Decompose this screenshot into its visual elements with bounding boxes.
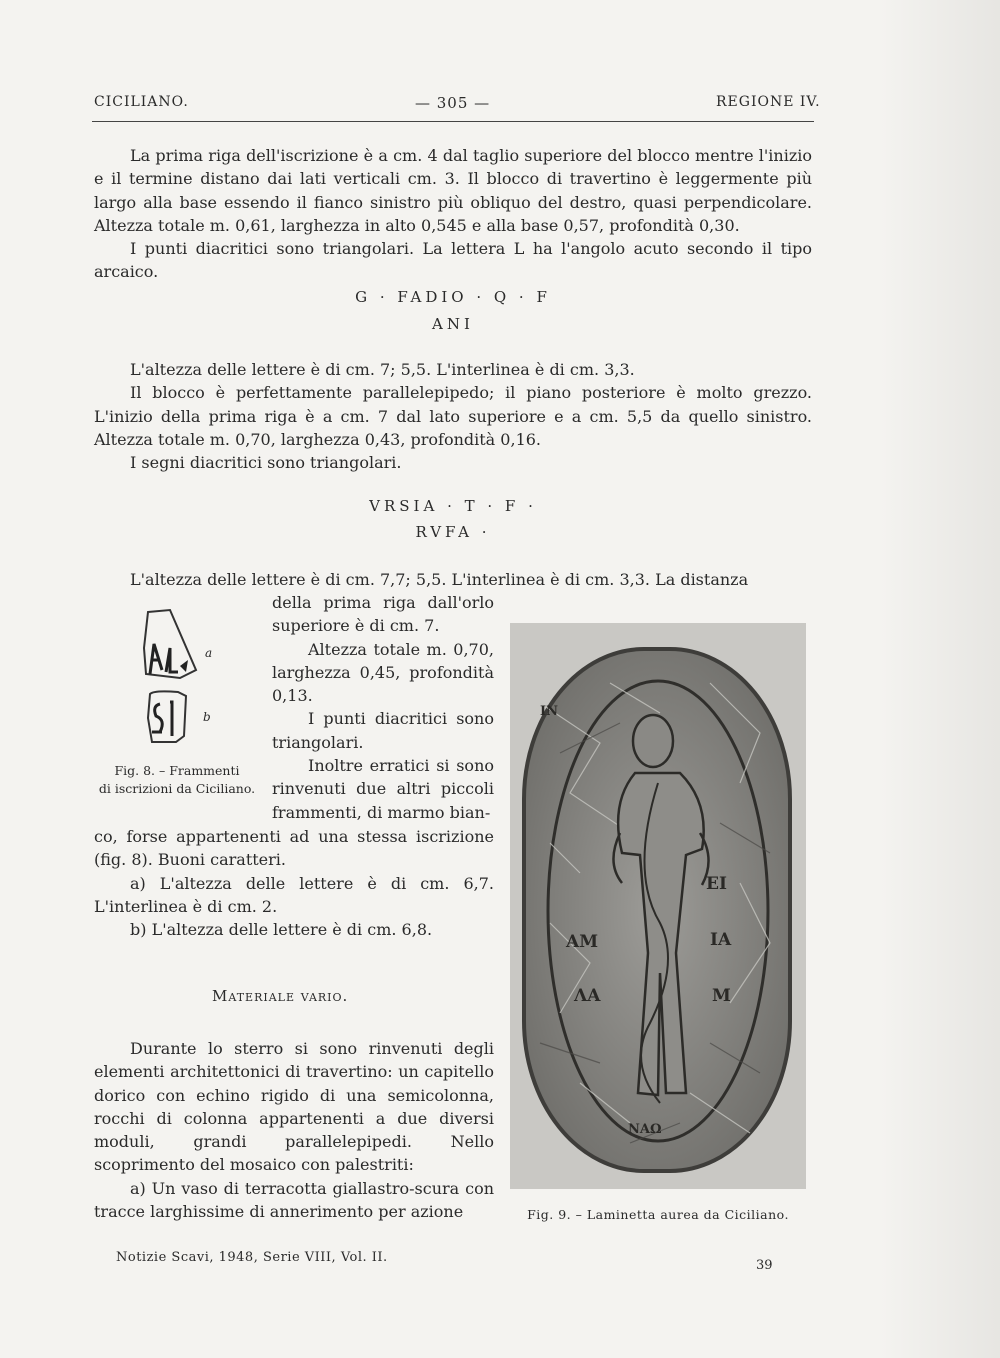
column-text-4: Inoltre erratici si sono rinvenuti due altri piccoli frammenti, di marmo bian- [272,756,494,822]
section-title: Materiale vario. [212,987,349,1005]
fragment-b-label: b [203,710,211,724]
fragment-description [94,825,494,941]
signature-page-number: 39 [756,1258,773,1273]
fragment-a-measure: a) L'altezza delle lettere è di cm. 6,7. L'interlinea è di cm. 2. [94,873,494,916]
page-number-top: — 305 — [415,94,491,112]
section-paragraph-2: a) Un vaso di terracotta giallastro-scura con tracce larghissime di annerimento per azione [94,1178,494,1222]
fragment-b-drawing [144,688,190,746]
paragraph-2-text-b: Il blocco è perfettamente parallelepipedo; il piano posteriore è molto grezzo. L'inizio della prima riga è a cm. 7 dal lato superiore e a cm. 5,5 da quello sinistro. Altezza totale m. 0,70, larghezza 0,43, profondità 0,16. [94,383,812,449]
paragraph-2-text-c: I segni diacritici sono triangolari. [130,453,402,473]
inscription-2-line-1: VRSIA · T · F · [369,497,537,515]
inscription-2-line-2: RVFA · [415,523,491,541]
column-text-1: della prima riga dall'orlo superiore è di cm. 7. [272,593,494,636]
column-text-2: Altezza totale m. 0,70, larghezza 0,45, profondità 0,13. [272,639,494,706]
svg-text:Μ: Μ [712,986,731,1006]
svg-text:ΙΝ: ΙΝ [540,704,558,719]
paragraph-1 [94,144,812,284]
svg-text:ΑΜ: ΑΜ [566,932,599,952]
fragment-b-measure: b) L'altezza delle lettere è di cm. 6,8. [130,920,433,940]
running-head-left: CICILIANO. [94,94,189,110]
svg-text:ΛΑ: ΛΑ [574,986,601,1006]
section-body [94,1037,494,1223]
page-edge-shadow [880,0,1000,1358]
fragment-a-label: a [205,646,213,660]
figure-8-caption [84,762,270,798]
header-rule [92,121,814,122]
figure-8-caption-line-2: di iscrizioni da Ciciliano. [98,781,256,796]
narrow-text-column [272,591,494,824]
figure-8-caption-line-1: Fig. 8. – Frammenti [114,763,240,778]
paragraph-3-first-line: L'altezza delle lettere è di cm. 7,7; 5,5. L'interlinea è di cm. 3,3. La distanza [130,570,749,589]
fragment-description-text: co, forse appartenenti ad una stessa iscrizione (fig. 8). Buoni caratteri. [94,827,494,870]
svg-text:ΕΙ: ΕΙ [706,874,727,894]
paragraph-1-text-a: La prima riga dell'iscrizione è a cm. 4 dal taglio superiore del blocco mentre l'inizio e il termine distano dai lati verticali cm. 3. Il blocco di travertino è leggermente più largo alla base essendo il fianco sinistro più obliquo del destro, quasi perpendicolare. Altezza totale m. 0,61, larghezza in alto 0,545 e alla base 0,57, profondità 0,30. [94,146,812,235]
figure-9-caption: Fig. 9. – Laminetta aurea da Ciciliano. [527,1207,789,1222]
inscription-1-line-1: G · FADIO · Q · F [355,288,551,306]
section-paragraph-1: Durante lo sterro si sono rinvenuti degli elementi architettonici di travertino: un capitello dorico con echino rigido di una semicolonna, rocchi di colonna appartenenti a due diversi moduli, grandi parallelepipedi. Nello scoprimento del mosaico con palestriti: [94,1039,494,1175]
fragment-a-drawing [140,608,200,680]
paragraph-2-text-a: L'altezza delle lettere è di cm. 7; 5,5. L'interlinea è di cm. 3,3. [130,360,635,379]
inscription-1-line-2: ANI [432,315,474,333]
running-head-right: REGIONE IV. [716,94,821,110]
figure-9-photograph [510,623,806,1189]
paragraph-2 [94,358,812,474]
column-text-3: I punti diacritici sono triangolari. [272,709,494,752]
paragraph-1-text-b: I punti diacritici sono triangolari. La lettera L ha l'angolo acuto secondo il tipo arcaico. [94,239,812,282]
journal-footer: Notizie Scavi, 1948, Serie VIII, Vol. II. [116,1250,388,1265]
svg-text:ΝΑΩ: ΝΑΩ [628,1122,662,1137]
svg-text:ΙΑ: ΙΑ [710,930,732,950]
